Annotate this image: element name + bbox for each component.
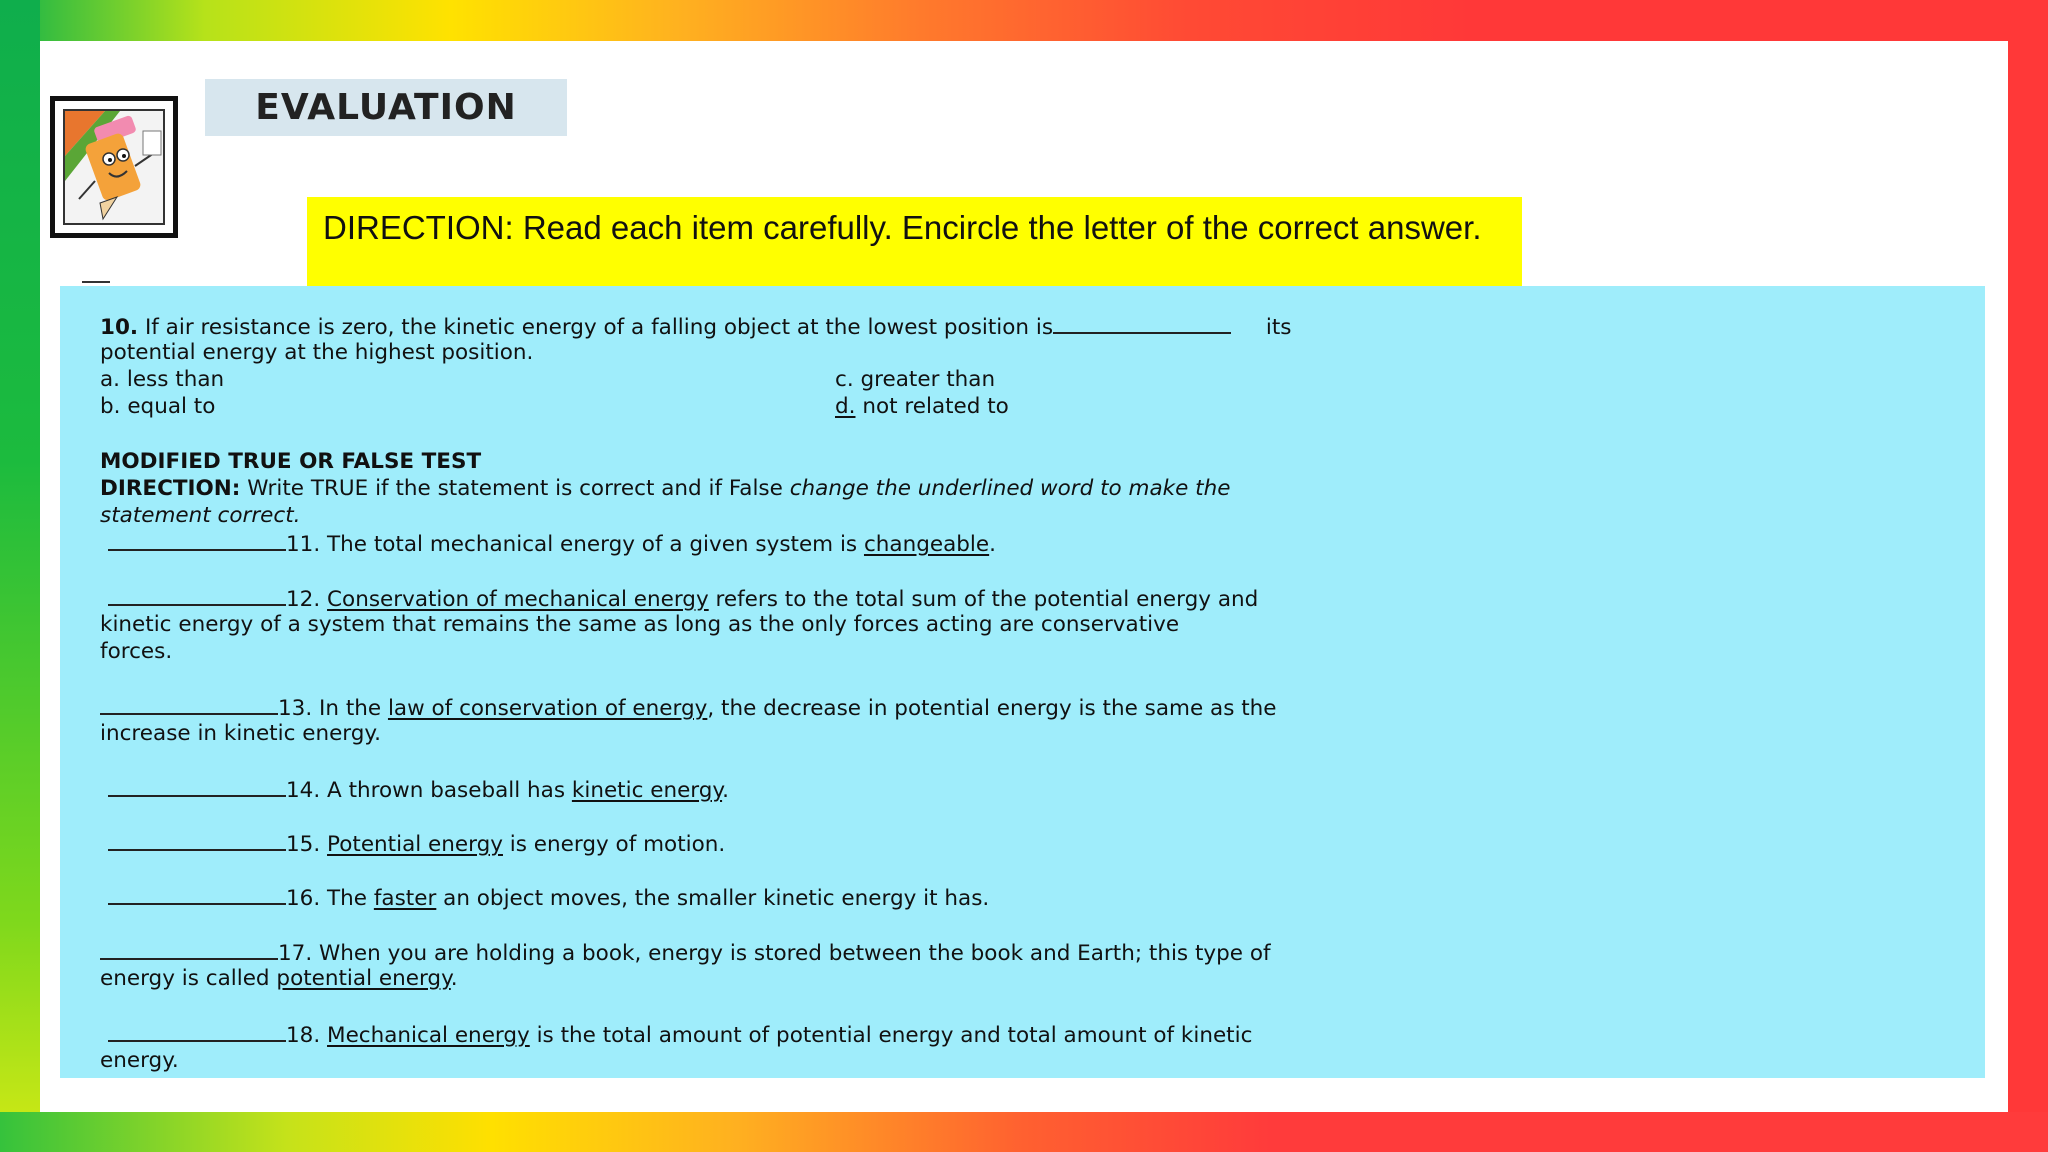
answer-blank[interactable] <box>100 693 278 715</box>
item-10-line-1 <box>100 312 1292 341</box>
tf-item-14 <box>108 775 729 804</box>
tf-direction-italic-1: change the underlined word to make the <box>789 476 1231 501</box>
item-text-end: is the total amount of potential energy and total amount of kinetic <box>529 1023 1253 1048</box>
question-panel <box>60 286 1985 1078</box>
answer-blank[interactable] <box>100 938 278 960</box>
underlined-word: Mechanical energy <box>327 1023 530 1048</box>
direction-banner <box>307 197 1522 289</box>
choice-d-letter: d. <box>835 394 856 419</box>
underlined-word: Potential energy <box>327 832 503 857</box>
choice-d-text: not related to <box>862 394 1009 419</box>
tf-item-11 <box>108 529 996 558</box>
answer-blank[interactable] <box>1053 312 1231 334</box>
page-title: EVALUATION <box>255 87 517 128</box>
item-text-end: refers to the total sum of the potential energy and <box>708 587 1259 612</box>
item-text: 18. <box>286 1023 328 1048</box>
tf-item-18 <box>108 1020 1252 1049</box>
direction-text: DIRECTION: Read each item carefully. Encircle the letter of the correct answer. <box>323 209 1482 246</box>
tf-heading: MODIFIED TRUE OR FALSE TEST <box>100 449 482 474</box>
divider-dash <box>82 281 110 283</box>
underlined-word: law of conservation of energy <box>387 696 708 721</box>
item-text: 17. When you are holding a book, energy is stored between the book and Earth; this type of <box>278 941 1271 966</box>
item-text: 13. In the <box>278 696 388 721</box>
answer-blank[interactable] <box>108 1020 286 1042</box>
choice-c[interactable]: c. greater than <box>835 367 996 392</box>
choice-b[interactable]: b. equal to <box>100 394 216 419</box>
item-text: 15. <box>286 832 328 857</box>
item-10-line-2: potential energy at the highest position. <box>100 340 534 365</box>
choice-d[interactable] <box>835 393 1009 420</box>
item-text-end: . <box>989 532 996 557</box>
item-text-end: . <box>450 966 458 991</box>
answer-blank[interactable] <box>108 883 286 905</box>
underlined-word: Conservation of mechanical energy <box>327 587 709 612</box>
underlined-word: changeable <box>863 532 990 557</box>
answer-blank[interactable] <box>108 829 286 851</box>
pencil-mascot-icon <box>63 109 165 225</box>
item-text-end: . <box>722 778 729 803</box>
tf-direction-line-1 <box>100 475 1230 502</box>
choice-a[interactable]: a. less than <box>100 367 225 392</box>
item-text: energy is called <box>100 966 277 991</box>
tf-direction-text: Write TRUE if the statement is correct and if False <box>247 476 783 501</box>
item-text: 14. A thrown baseball has <box>286 778 572 803</box>
item-text: 11. The total mechanical energy of a given system is <box>286 532 864 557</box>
pencil-mascot-logo <box>50 96 178 238</box>
item-text-end: an object moves, the smaller kinetic energy it has. <box>436 886 990 911</box>
tf-direction-line-2 <box>100 502 301 529</box>
item-text: 12. <box>286 587 328 612</box>
item-10-number: 10. <box>100 315 139 340</box>
underlined-word: faster <box>373 886 437 911</box>
tf-item-15 <box>108 829 725 858</box>
item-text: 16. The <box>286 886 374 911</box>
tf-item-12-cont-2: forces. <box>100 639 173 664</box>
tf-item-17 <box>100 938 1271 967</box>
evaluation-title-box <box>205 79 567 136</box>
underlined-word: potential energy <box>276 966 451 991</box>
frame-bottom-border <box>0 1112 2048 1152</box>
tf-item-16 <box>108 883 989 912</box>
tf-item-12 <box>108 584 1258 613</box>
answer-blank[interactable] <box>108 775 286 797</box>
tf-direction-italic-2: statement correct. <box>100 503 301 528</box>
answer-blank[interactable] <box>108 529 286 551</box>
tf-item-13-cont-1: increase in kinetic energy. <box>100 721 381 746</box>
tf-item-12-cont-1: kinetic energy of a system that remains the same as long as the only forces acting are conservative <box>100 612 1180 637</box>
underlined-word: kinetic energy <box>571 778 723 803</box>
answer-blank[interactable] <box>108 584 286 606</box>
tf-item-18-cont: energy. <box>100 1048 179 1073</box>
item-10-text-b: its <box>1265 315 1292 340</box>
item-10-text-a: If air resistance is zero, the kinetic energy of a falling object at the lowest position is <box>144 315 1054 340</box>
item-text-end: is energy of motion. <box>502 832 726 857</box>
item-text-end: , the decrease in potential energy is the same as the <box>707 696 1277 721</box>
tf-item-13 <box>100 693 1277 722</box>
frame-left-border <box>0 0 40 1152</box>
tf-direction-label: DIRECTION: <box>100 476 241 501</box>
tf-item-17-cont <box>100 965 458 992</box>
